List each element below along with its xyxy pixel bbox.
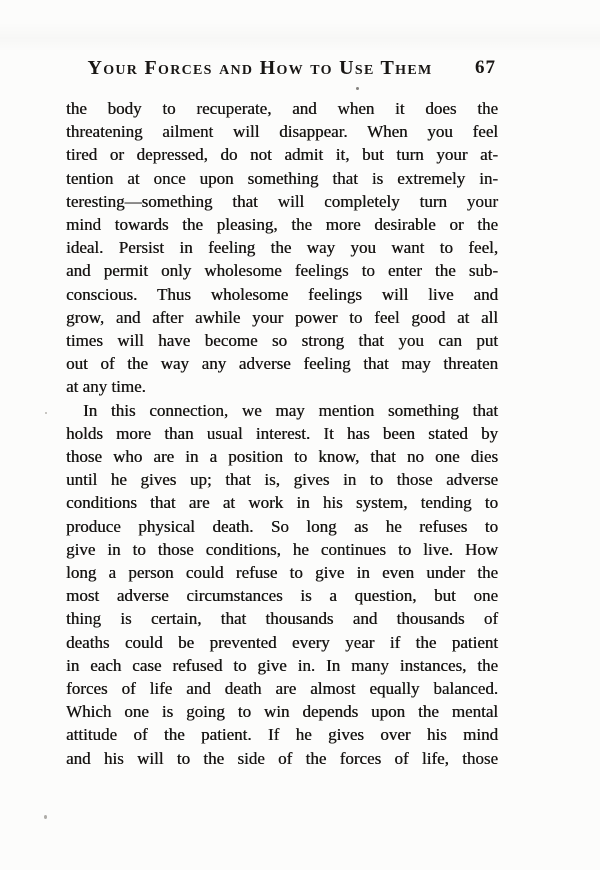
text-line: give in to those conditions, he continues to live. How — [66, 539, 498, 559]
text-line: times will have become so strong that you can put — [66, 331, 498, 351]
scan-speck — [356, 87, 359, 90]
text-line: In this connection, we may mention something that — [83, 400, 498, 420]
text-line: Which one is going to win depends upon the mental — [66, 702, 498, 722]
text-line: holds more than usual interest. It has been stated by — [66, 423, 498, 443]
scan-speck — [44, 815, 47, 819]
text-line: threatening ailment will disappear. When you feel — [66, 122, 498, 142]
text-line: produce physical death. So long as he refuses to — [66, 516, 498, 536]
scan-speck — [45, 412, 47, 414]
text-line: those who are in a position to know, that no one dies — [66, 447, 498, 467]
text-line: conscious. Thus wholesome feelings will live and — [66, 284, 498, 304]
text-line: out of the way any adverse feeling that may threaten — [66, 354, 498, 374]
text-line: and his will to the side of the forces of life, those — [66, 748, 498, 768]
text-line: most adverse circumstances is a question, but one — [66, 586, 498, 606]
page-text — [66, 97, 498, 770]
text-line: attitude of the patient. If he gives over his mind — [66, 725, 498, 745]
text-line: mind towards the pleasing, the more desirable or the — [66, 215, 498, 235]
text-line: ideal. Persist in feeling the way you want to feel, — [66, 238, 498, 258]
paragraph — [66, 399, 498, 770]
running-title: Your Forces and How to Use Them — [87, 57, 433, 79]
text-line: teresting—something that will completely turn your — [66, 191, 498, 211]
text-line: the body to recuperate, and when it does the — [66, 99, 498, 118]
paragraph — [66, 97, 498, 399]
text-line: until he gives up; that is, gives in to those adverse — [66, 470, 498, 490]
text-line: grow, and after awhile your power to feel good at all — [66, 307, 498, 327]
text-line: tired or depressed, do not admit it, but turn your at- — [66, 145, 498, 165]
text-line: and permit only wholesome feelings to enter the sub- — [66, 261, 498, 281]
text-line: in each case refused to give in. In many instances, the — [66, 655, 498, 675]
text-line: long a person could refuse to give in even under the — [66, 563, 498, 583]
page-header — [66, 57, 498, 80]
text-line: at any time. — [66, 377, 146, 397]
page-number: 67 — [475, 57, 496, 78]
text-line: deaths could be prevented every year if the patient — [66, 632, 498, 652]
text-line: conditions that are at work in his system, tending to — [66, 493, 498, 513]
text-line: tention at once upon something that is extremely in- — [66, 168, 498, 188]
text-line: thing is certain, that thousands and thousands of — [66, 609, 498, 629]
text-line: forces of life and death are almost equally balanced. — [66, 679, 498, 699]
